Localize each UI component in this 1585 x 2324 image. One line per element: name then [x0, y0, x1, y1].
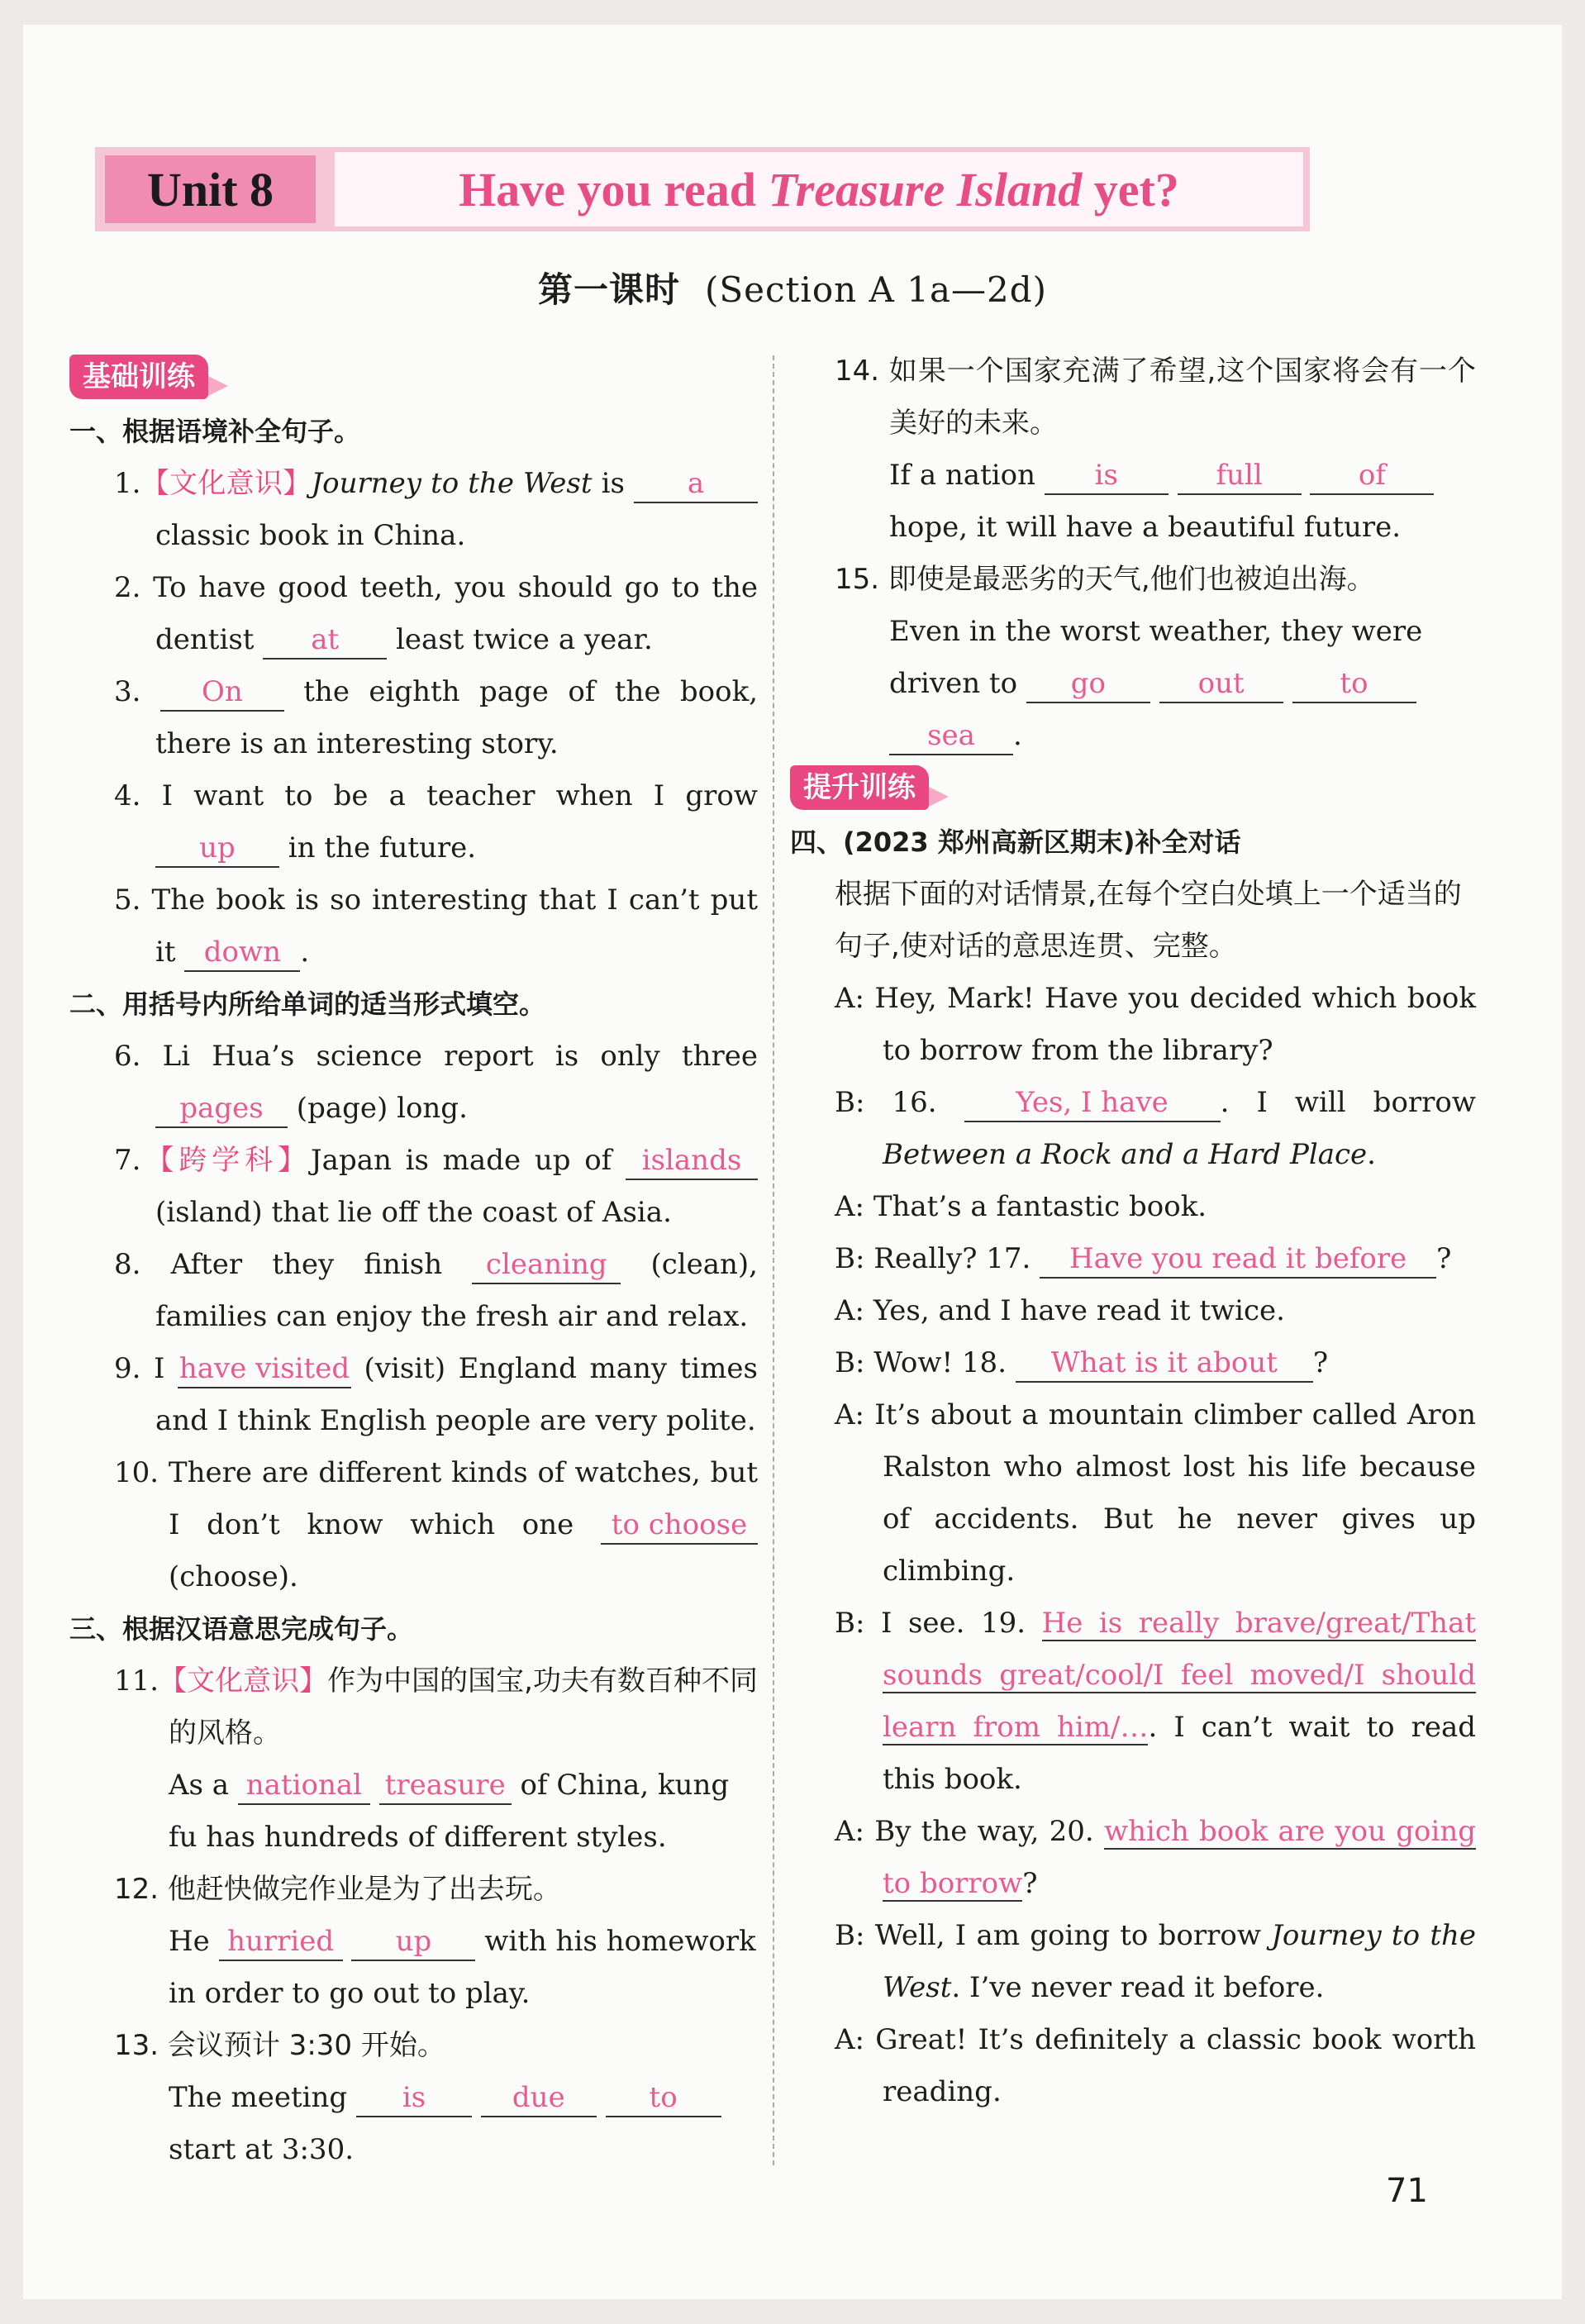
unit-title-pre: Have you read	[459, 162, 756, 217]
q1-answer[interactable]: a	[634, 465, 758, 503]
question-15-english	[790, 606, 1476, 762]
d8-pre: B: I see. 19.	[835, 1607, 1042, 1640]
q7-tag: 【跨学科】	[140, 1144, 312, 1177]
d4-end: ?	[1436, 1242, 1452, 1275]
basic-training-tag: 基础训练	[69, 355, 208, 399]
dialog-line-4	[790, 1233, 1476, 1285]
q12-answer-2[interactable]: up	[351, 1923, 475, 1961]
q4-text-1: 4. I want to be a teacher when I grow	[114, 779, 758, 812]
q1-text-2: classic book in China.	[155, 519, 466, 552]
q8-text-1: 8. After they finish	[114, 1248, 473, 1281]
q15-answer-3[interactable]: to	[1292, 665, 1416, 703]
d2-book: Between a Rock and a Hard Place	[883, 1138, 1368, 1171]
q14-answer-3[interactable]: of	[1310, 457, 1434, 495]
d2-end: .	[1367, 1138, 1376, 1171]
dialog-line-8	[790, 1598, 1476, 1806]
question-13: 13. 会议预计 3:30 开始。	[114, 2029, 445, 2062]
q14-answer-2[interactable]: full	[1178, 457, 1302, 495]
question-3	[69, 666, 758, 770]
unit-title-box	[335, 152, 1303, 226]
question-7	[69, 1135, 758, 1239]
question-1	[69, 458, 758, 562]
answer-19[interactable]: He is really brave/great/That sounds great/cool/I feel moved/I should learn from him/…	[883, 1607, 1477, 1744]
question-10	[69, 1447, 758, 1603]
d2-mid: . I will borrow	[1220, 1086, 1476, 1119]
d10-book: Journey to the West	[883, 1919, 1476, 2004]
d4-pre: B: Really? 17.	[835, 1242, 1040, 1275]
q6-answer[interactable]: pages	[155, 1090, 288, 1128]
answer-18[interactable]: What is it about	[1016, 1345, 1313, 1383]
lesson-title	[0, 263, 1585, 312]
q4-answer[interactable]: up	[155, 830, 279, 868]
q13-text-2: start at 3:30.	[169, 2133, 355, 2166]
q2-text-2: least twice a year.	[387, 623, 653, 656]
question-8	[69, 1239, 758, 1343]
d6-end: ?	[1312, 1346, 1329, 1379]
q13-text-1: The meeting	[169, 2081, 356, 2114]
answer-16[interactable]: Yes, I have	[964, 1084, 1221, 1122]
dialog-line-2	[790, 1077, 1476, 1181]
q1-book: Journey to the West	[311, 467, 593, 500]
dialog-line-7: A: It’s about a mountain climber called Aron Ralston who almost lost his life because of accidents. But he never gives up climbing.	[835, 1398, 1476, 1588]
q7-num: 7.	[114, 1144, 141, 1177]
section-4-instructions: 根据下面的对话情景,在每个空白处填上一个适当的句子,使对话的意思连贯、完整。	[835, 878, 1462, 963]
dialog-line-5: A: Yes, and I have read it twice.	[835, 1294, 1285, 1327]
q5-text-1: 5. The book is so interesting that I can’t put it	[114, 883, 758, 969]
q8-answer[interactable]: cleaning	[472, 1246, 621, 1284]
q13-answer-1[interactable]: is	[356, 2079, 472, 2117]
q14-text-1: If a nation	[889, 459, 1045, 492]
q13-answer-2[interactable]: due	[481, 2079, 597, 2117]
q12-answer-1[interactable]: hurried	[219, 1923, 343, 1961]
section-1-heading: 一、根据语境补全句子。	[69, 416, 361, 447]
q6-text-1: 6. Li Hua’s science report is only three	[114, 1040, 758, 1073]
answer-17[interactable]: Have you read it before	[1040, 1241, 1436, 1279]
unit-label: Unit 8	[105, 155, 316, 223]
right-column	[790, 345, 1476, 2118]
left-column	[69, 351, 758, 2176]
q11-text-2: of China, kung fu has hundreds of different styles.	[169, 1769, 730, 1854]
question-5	[69, 874, 758, 979]
d9-pre: A: By the way, 20.	[835, 1815, 1104, 1848]
d10-end: . I’ve never read it before.	[951, 1971, 1325, 2004]
lesson-section: (Section A 1a—2d)	[705, 269, 1047, 310]
q5-text-2: .	[300, 936, 310, 969]
dialog-line-1: A: Hey, Mark! Have you decided which book to borrow from the library?	[835, 982, 1476, 1067]
q12-text-1: He	[169, 1925, 219, 1958]
question-6	[69, 1031, 758, 1135]
d6-pre: B: Wow! 18.	[835, 1346, 1016, 1379]
question-11-english	[69, 1760, 758, 1864]
question-11	[69, 1655, 758, 1760]
q7-answer[interactable]: islands	[626, 1142, 758, 1180]
q9-answer[interactable]: have visited	[178, 1350, 351, 1388]
q15-answer-2[interactable]: out	[1159, 665, 1283, 703]
q13-answer-3[interactable]: to	[606, 2079, 721, 2117]
question-14: 14. 如果一个国家充满了希望,这个国家将会有一个美好的未来。	[835, 355, 1476, 440]
q11-answer-2[interactable]: treasure	[379, 1767, 512, 1805]
unit-title-book: Treasure Island	[768, 162, 1083, 217]
q10-text-1: 10. There are different kinds of watches, but I don’t know which one	[114, 1456, 758, 1541]
question-14-english	[790, 450, 1476, 554]
q11-chinese: 作为中国的国宝,功夫有数百种不同的风格。	[169, 1664, 759, 1750]
q15-answer-4[interactable]: sea	[889, 717, 1013, 755]
section-3-heading: 三、根据汉语意思完成句子。	[69, 1613, 414, 1645]
dialog-line-3: A: That’s a fantastic book.	[835, 1190, 1207, 1223]
q15-answer-1[interactable]: go	[1026, 665, 1150, 703]
dialog-line-6	[790, 1337, 1476, 1389]
q14-answer-1[interactable]: is	[1045, 457, 1169, 495]
dialog-line-11: A: Great! It’s definitely a classic book worth reading.	[835, 2023, 1476, 2108]
q3-text-2: the eighth page of the book, there is an interesting story.	[155, 675, 759, 760]
q11-num: 11.	[114, 1664, 159, 1698]
q4-text-2: in the future.	[279, 831, 477, 864]
q11-answer-1[interactable]: national	[238, 1767, 370, 1805]
q7-text-1: Japan is made up of	[311, 1144, 626, 1177]
q10-answer[interactable]: to choose	[601, 1507, 758, 1545]
q8-text-2: (clean), families can enjoy the fresh air and relax.	[155, 1248, 758, 1333]
q15-text-2: .	[1013, 719, 1022, 752]
question-2	[69, 562, 758, 666]
q5-answer[interactable]: down	[184, 934, 300, 972]
q3-answer[interactable]: On	[160, 674, 284, 712]
q11-tag: 【文化意识】	[159, 1664, 328, 1698]
dialog-line-9	[790, 1806, 1476, 1910]
q11-text-1: As a	[169, 1769, 238, 1802]
column-divider	[773, 355, 774, 2165]
q9-text-2: (visit) England many times and I think English people are very polite.	[155, 1352, 758, 1437]
unit-title	[459, 162, 1179, 217]
q12-text-2: with his homework in order to go out to play.	[169, 1925, 756, 2010]
d2-pre: B: 16.	[835, 1086, 964, 1119]
question-4	[69, 770, 758, 874]
section-4-heading: 四、(2023 郑州高新区期末)补全对话	[790, 826, 1241, 858]
question-12: 12. 他赶快做完作业是为了出去玩。	[114, 1873, 561, 1906]
page-number: 71	[1386, 2172, 1428, 2210]
unit-title-post: yet?	[1093, 162, 1179, 217]
advanced-training-tag: 提升训练	[790, 765, 929, 810]
d9-end: ?	[1022, 1867, 1038, 1900]
q2-text-1: 2. To have good teeth, you should go to the dentist	[114, 571, 758, 656]
question-9	[69, 1343, 758, 1447]
q6-text-2: (page) long.	[288, 1092, 468, 1125]
q3-text-1: 3.	[114, 675, 160, 708]
q1-text-1: is	[592, 467, 635, 500]
d8-end: . I can’t wait to read this book.	[883, 1711, 1476, 1796]
lesson-title-zh: 第一课时	[538, 269, 681, 310]
answer-20[interactable]: which book are you going to borrow	[883, 1815, 1476, 1900]
q15-text-1: Even in the worst weather, they were driven to	[889, 615, 1423, 700]
q10-text-2: (choose).	[169, 1560, 298, 1593]
q1-tag: 【文化意识】	[140, 467, 312, 500]
q9-text-1: 9. I	[114, 1352, 178, 1385]
question-13-english	[69, 2072, 758, 2176]
question-12-english	[69, 1916, 758, 2020]
dialog-line-10	[790, 1910, 1476, 2014]
q7-text-2: (island) that lie off the coast of Asia.	[155, 1196, 672, 1229]
q2-answer[interactable]: at	[263, 621, 387, 660]
unit-banner	[95, 147, 1310, 231]
question-15: 15. 即使是最恶劣的天气,他们也被迫出海。	[835, 563, 1375, 596]
q1-num: 1.	[114, 467, 141, 500]
d10-pre: B: Well, I am going to borrow	[835, 1919, 1272, 1952]
q14-text-2: hope, it will have a beautiful future.	[889, 511, 1402, 544]
section-2-heading: 二、用括号内所给单词的适当形式填空。	[69, 988, 546, 1020]
